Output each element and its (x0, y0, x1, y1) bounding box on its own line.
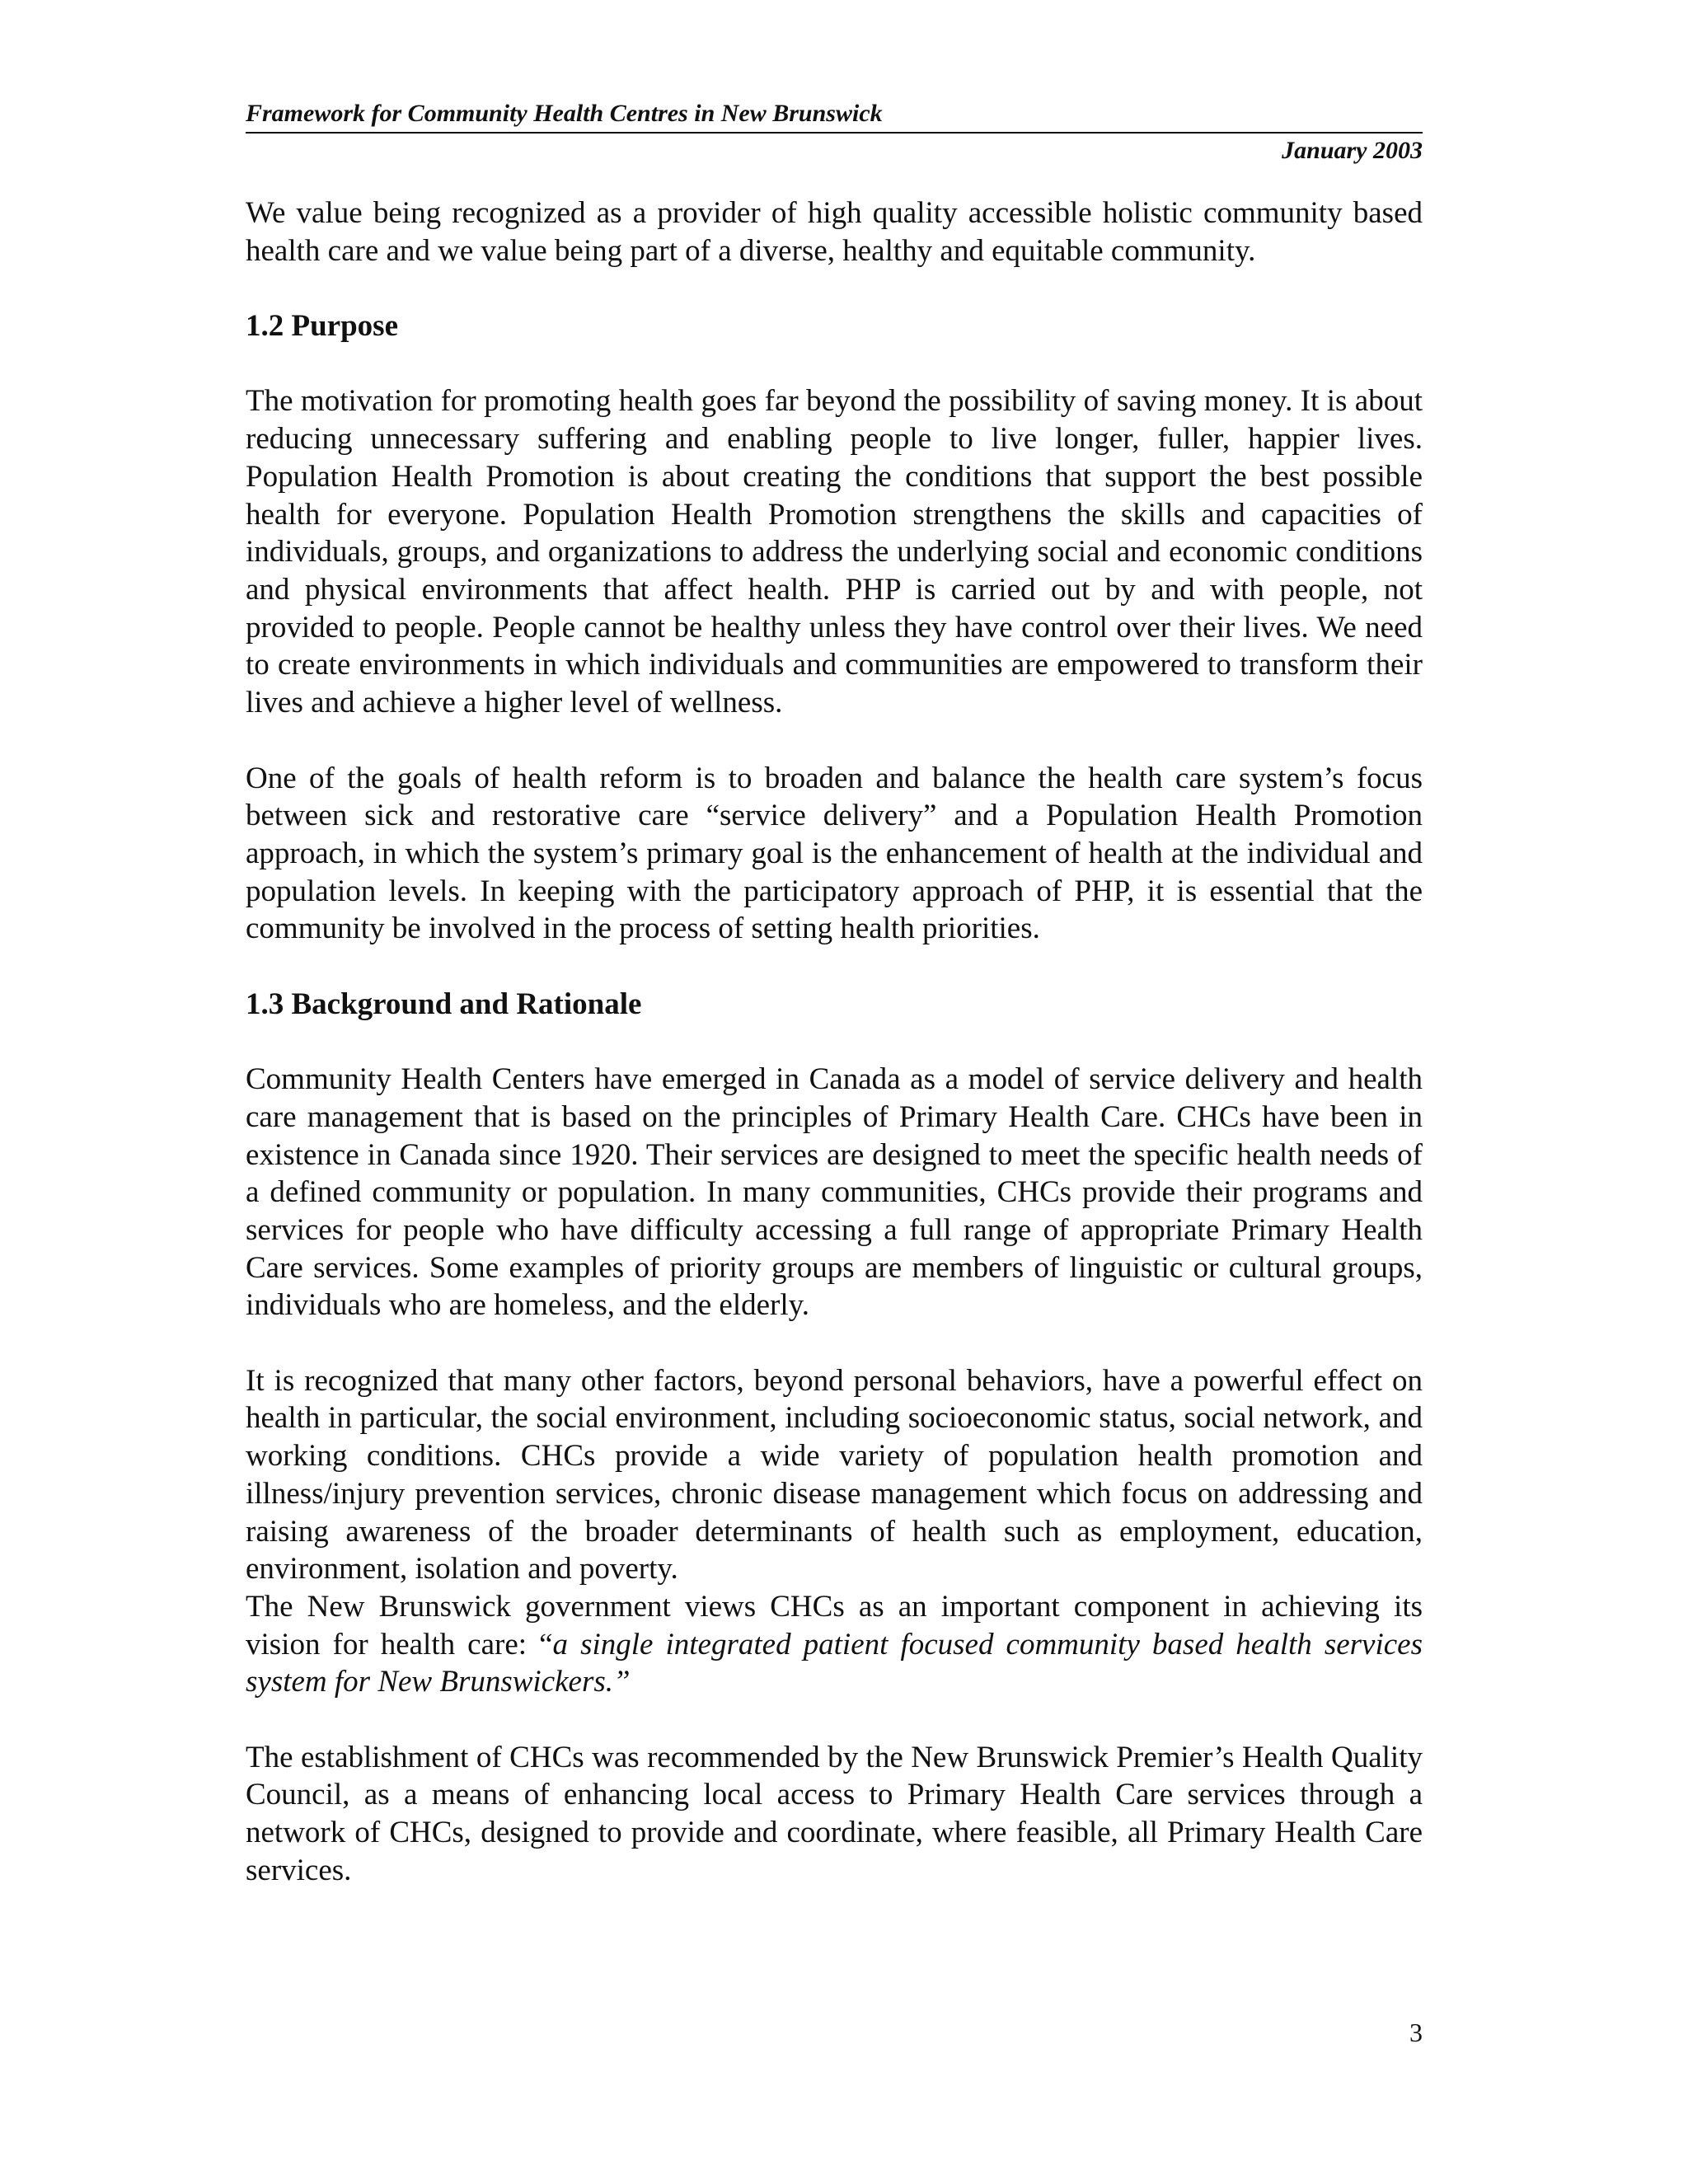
section-heading-background: 1.3 Background and Rationale (246, 987, 642, 1021)
background-closing-paragraph: The establishment of CHCs was recommended by the New Brunswick Premier’s Health Quality Council, as a means of enhancing local access to Primary Health Care services through a network of CHCs, designed to provide and coordinate, where feasible, all Primary Health Care services. (246, 1740, 1423, 1887)
document-body (246, 194, 1423, 1927)
header-divider (246, 132, 1423, 134)
vision-lead-text: The New Brunswick government views CHCs as an important component in achieving its vision for health care: “ (246, 1589, 1423, 1661)
purpose-paragraph-1: The motivation for promoting health goes far beyond the possibility of saving money. It is about reducing unnecessary suffering and enabling people to live longer, fuller, happier lives. Population Health Promotion is about creating the conditions that support the best possible health for everyone. Population Health Promotion strengthens the skills and capacities of individuals, groups, and organizations to address the underlying social and economic conditions and physical environments that affect health. PHP is carried out by and with people, not provided to people. People cannot be healthy unless they have control over their lives. We need to create environments in which individuals and communities are empowered to transform their lives and achieve a higher level of wellness. (246, 384, 1423, 720)
background-vision-paragraph (246, 1588, 1423, 1701)
background-paragraph-2: It is recognized that many other factors, beyond personal behaviors, have a powerful effect on health in particular, the social environment, including socioeconomic status, social network, and working conditions. CHCs provide a wide variety of population health promotion and illness/injury prevention services, chronic disease management which focus on addressing and raising awareness of the broader determinants of health such as employment, education, environment, isolation and poverty. (246, 1363, 1423, 1586)
purpose-paragraph-2: One of the goals of health reform is to broaden and balance the health care system’s focus between sick and restorative care “service delivery” and a Population Health Promotion approach, in which the system’s primary goal is the enhancement of health at the individual and population levels. In keeping with the participatory approach of PHP, it is essential that the community be involved in the process of setting health priorities. (246, 761, 1423, 946)
page-number: 3 (1409, 2018, 1423, 2047)
vision-quote: a single integrated patient focused community based health services system for New Brunswickers.” (246, 1627, 1423, 1699)
running-header-title: Framework for Community Health Centres in New Brunswick (246, 100, 883, 127)
running-header-date: January 2003 (1282, 137, 1423, 164)
background-paragraph-1: Community Health Centers have emerged in Canada as a model of service delivery and health care management that is based on the principles of Primary Health Care. CHCs have been in existence in Canada since 1920. Their services are designed to meet the specific health needs of a defined community or population. In many communities, CHCs provide their programs and services for people who have difficulty accessing a full range of appropriate Primary Health Care services. Some examples of priority groups are members of linguistic or cultural groups, individuals who are homeless, and the elderly. (246, 1062, 1423, 1323)
section-heading-purpose: 1.2 Purpose (246, 309, 398, 344)
intro-paragraph: We value being recognized as a provider of high quality accessible holistic community based health care and we value being part of a diverse, healthy and equitable community. (246, 196, 1423, 268)
